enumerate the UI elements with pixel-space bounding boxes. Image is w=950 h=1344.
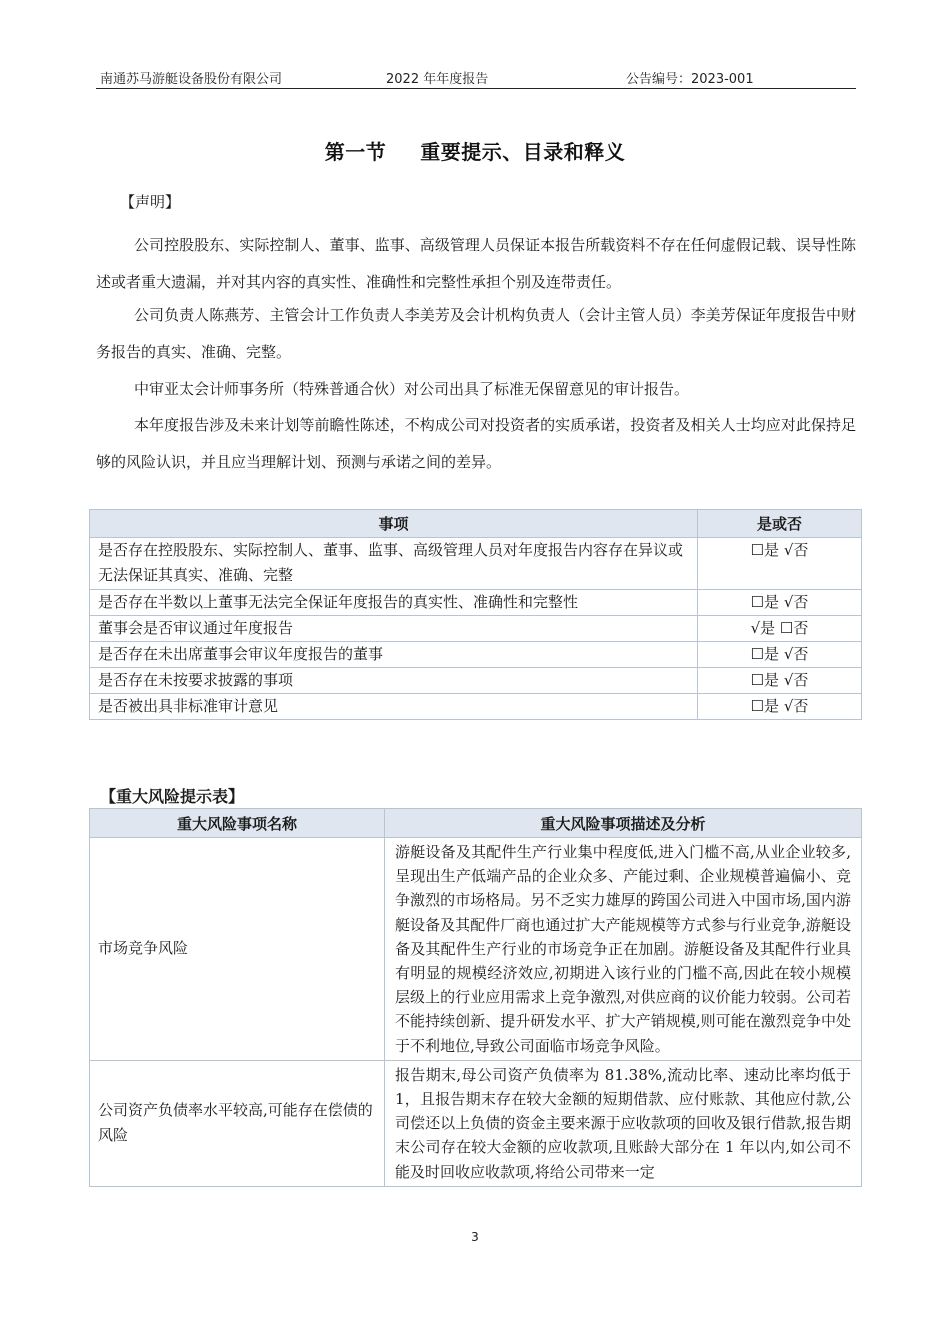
risk-name: 市场竞争风险: [90, 838, 385, 1061]
paragraph-auditor: 中审亚太会计师事务所（特殊普通合伙）对公司出具了标准无保留意见的审计报告。: [134, 380, 690, 398]
confirm-item: 是否存在未按要求披露的事项: [90, 668, 698, 694]
section-title: [0, 136, 950, 165]
table-row: [90, 538, 862, 590]
confirm-item: 是否存在半数以上董事无法完全保证年度报告的真实性、准确性和完整性: [90, 590, 698, 616]
table-row: [90, 1060, 862, 1186]
table-row: [90, 694, 862, 720]
confirm-answer: ☐是 √否: [698, 538, 862, 590]
header-company: 南通苏马游艇设备股份有限公司: [100, 72, 283, 87]
confirm-answer: ☐是 √否: [698, 668, 862, 694]
column-header-item: 事项: [90, 510, 698, 538]
paragraph-forward-looking: 本年度报告涉及未来计划等前瞻性陈述，不构成公司对投资者的实质承诺，投资者及相关人士均应对此保持足够的风险认识，并且应当理解计划、预测与承诺之间的差异。: [96, 416, 856, 471]
page-number: 3: [471, 1230, 479, 1244]
confirm-answer: ☐是 √否: [698, 642, 862, 668]
confirmation-table: [89, 509, 862, 720]
confirm-answer: ☐是 √否: [698, 590, 862, 616]
risk-table: [89, 808, 862, 1187]
table-row: [90, 668, 862, 694]
column-header-risk-name: 重大风险事项名称: [90, 809, 385, 838]
confirm-item: 董事会是否审议通过年度报告: [90, 616, 698, 642]
confirm-item: 是否存在控股股东、实际控制人、董事、监事、高级管理人员对年度报告内容存在异议或无法保证其真实、准确、完整: [90, 538, 698, 590]
section-number: 第一节: [324, 140, 387, 164]
table-row: [90, 838, 862, 1061]
table-row: [90, 590, 862, 616]
risk-description: 游艇设备及其配件生产行业集中程度低,进入门槛不高,从业企业较多,呈现出生产低端产品的企业众多、产能过剩、企业规模普遍偏小、竞争激烈的市场格局。另不乏实力雄厚的跨国公司进入中国市场,国内游艇设备及其配件厂商也通过扩大产能规模等方式参与行业竞争,游艇设备及其配件生产行业的市场竞争正在加剧。游艇设备及其配件行业具有明显的规模经济效应,初期进入该行业的门槛不高,因此在较小规模层级上的行业应用需求上竞争激烈,对供应商的议价能力较弱。公司若不能持续创新、提升研发水平、扩大产销规模,则可能在激烈竞争中处于不利地位,导致公司面临市场竞争风险。: [385, 838, 862, 1061]
header-report-title: 2022 年年度报告: [386, 72, 489, 87]
page-header: [96, 66, 856, 89]
table-header-row: [90, 510, 862, 538]
confirm-item: 是否被出具非标准审计意见: [90, 694, 698, 720]
confirm-item: 是否存在未出席董事会审议年度报告的董事: [90, 642, 698, 668]
risk-name: 公司资产负债率水平较高,可能存在偿债的风险: [90, 1060, 385, 1186]
table-row: [90, 642, 862, 668]
paragraph-responsible-persons: 公司负责人陈燕芳、主管会计工作负责人李美芳及会计机构负责人（会计主管人员）李美芳保证年度报告中财务报告的真实、准确、完整。: [96, 306, 856, 361]
table-row: [90, 616, 862, 642]
risk-table-heading: 【重大风险提示表】: [100, 787, 245, 806]
header-announcement-number: 公告编号：2023-001: [626, 72, 754, 87]
confirm-answer: √是 ☐否: [698, 616, 862, 642]
statement-label: 【声明】: [120, 193, 181, 211]
paragraph-declaration: 公司控股股东、实际控制人、董事、监事、高级管理人员保证本报告所载资料不存在任何虚假记载、误导性陈述或者重大遗漏，并对其内容的真实性、准确性和完整性承担个别及连带责任。: [96, 236, 856, 291]
risk-description: 报告期末,母公司资产负债率为 81.38%,流动比率、速动比率均低于 1，且报告期末存在较大金额的短期借款、应付账款、其他应付款,公司偿还以上负债的资金主要来源于应收款项的回收及银行借款,报告期末公司存在较大金额的应收款项,且账龄大部分在 1 年以内,如公司不能及时回收应收款项,将给公司带来一定: [385, 1060, 862, 1186]
confirm-answer: ☐是 √否: [698, 694, 862, 720]
table-header-row: [90, 809, 862, 838]
column-header-risk-description: 重大风险事项描述及分析: [385, 809, 862, 838]
column-header-yes-no: 是或否: [698, 510, 862, 538]
section-heading: 重要提示、目录和释义: [420, 140, 626, 164]
